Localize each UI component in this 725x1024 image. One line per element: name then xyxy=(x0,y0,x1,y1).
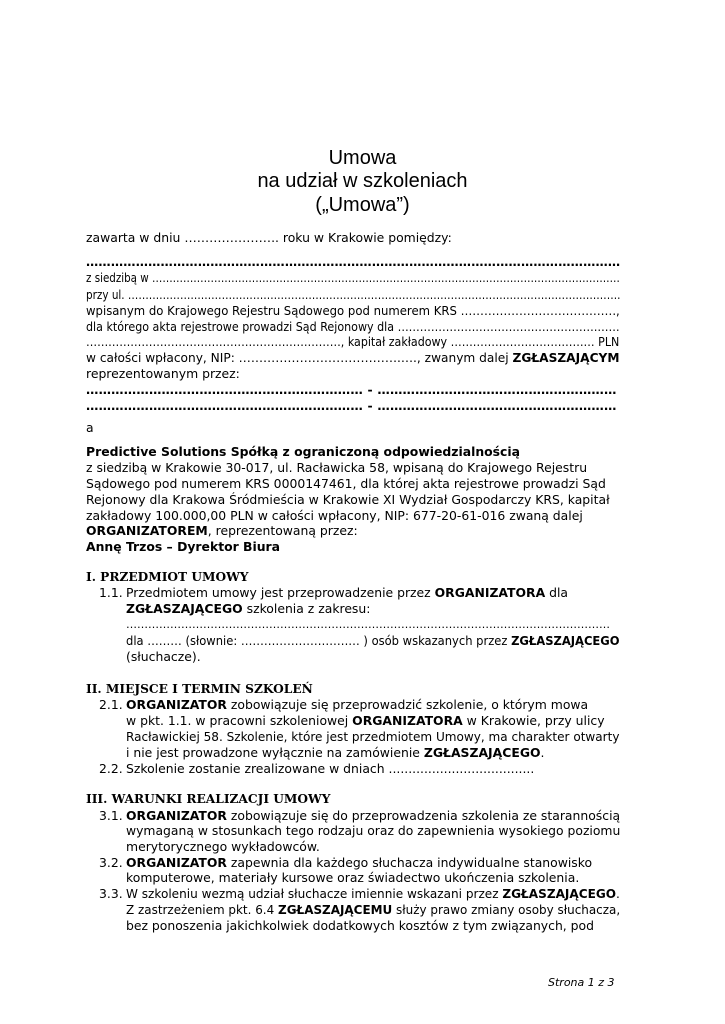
party-nip-text: w całości wpłacony, NIP: ………………………………….…., zwanym dalej xyxy=(86,350,513,365)
title-line-3: („Umowa”) xyxy=(315,194,410,216)
clause-3-2-number: 3.2. xyxy=(99,855,123,870)
clause-3-3-line-1 xyxy=(126,886,620,902)
clause-text: Z zastrzeżeniem pkt. 6.4 xyxy=(126,902,279,917)
organizer-line-3: Rejonowy dla Krakowa Śródmieścia w Krakowie XI Wydział Gospodarczy KRS, kapitał xyxy=(86,492,610,507)
representative-line-2: ………………………………………………………… - ………………………………………………… xyxy=(86,398,617,413)
organizer-ref: ORGANIZATOR xyxy=(126,855,227,870)
clause-2-2-line-1: Szkolenie zostanie zrealizowane w dniach ..................................... xyxy=(126,761,535,776)
representative-line-1: ………………………………………………………… - ………………………………………………… xyxy=(86,382,617,397)
clause-2-1-line-1 xyxy=(126,697,588,713)
party-role-label: ZGŁASZAJĄCYM xyxy=(512,350,620,365)
clause-3-1-number: 3.1. xyxy=(99,808,123,823)
party-street-line: przy ul. ……………………………………………………………………………………………………………………………. xyxy=(86,287,621,302)
applicant-ref: ZGŁASZAJĄCEGO xyxy=(502,886,617,901)
clause-text: i nie jest prowadzone wyłącznie na zamówienie xyxy=(126,745,424,760)
clause-text: zobowiązuje się do przeprowadzenia szkolenia ze starannością xyxy=(226,808,621,823)
clause-text: w pkt. 1.1. w pracowni szkoleniowej xyxy=(126,713,353,728)
organizer-ref: ORGANIZATOR xyxy=(126,697,227,712)
clause-text: zobowiązuje się przeprowadzić szkolenie, o którym mowa xyxy=(226,697,589,712)
organizer-line-5 xyxy=(86,523,358,539)
party-nip-line xyxy=(86,350,619,366)
party-capital-line: ……………………………………………………………, kapitał zakładowy ………………………………… PLN xyxy=(86,334,620,349)
organizer-ref: ORGANIZATOR xyxy=(126,808,227,823)
organizer-line-4: zakładowy 100.000,00 PLN w całości wpłacony, NIP: 677-20-61-016 zwaną dalej xyxy=(86,508,583,523)
clause-3-2-line-2: komputerowe, materiały kursowe oraz świadectwo ukończenia szkolenia. xyxy=(126,870,580,885)
party-name-dots: ………………………………………………………………………………………………………………… xyxy=(86,254,621,269)
clause-3-3-line-3: bez ponoszenia jakichkolwiek dodatkowych kosztów z tym związanych, pod xyxy=(126,918,594,933)
organizer-line-1: z siedzibą w Krakowie 30-017, ul. Racławicka 58, wpisaną do Krajowego Rejestru xyxy=(86,460,588,475)
clause-1-1-line-1 xyxy=(126,585,568,601)
title-line-2: na udział w szkoleniach xyxy=(257,170,468,192)
and-word: a xyxy=(86,420,94,435)
clause-3-3-number: 3.3. xyxy=(99,886,123,901)
clause-3-1-line-2: wymaganą w stosunkach tego rodzaju oraz do zapewnienia wysokiego poziomu xyxy=(126,823,621,838)
clause-text: służy prawo zmiany osoby słuchacza, xyxy=(392,902,621,917)
clause-2-1-line-4 xyxy=(126,745,544,761)
section-2-heading: II. MIEJSCE I TERMIN SZKOLEŃ xyxy=(86,682,313,696)
clause-text: Przedmiotem umowy jest przeprowadzenie przez xyxy=(126,585,435,600)
applicant-ref: ZGŁASZAJĄCEGO xyxy=(511,633,620,648)
section-1-heading: I. PRZEDMIOT UMOWY xyxy=(86,570,249,584)
organizer-name: Predictive Solutions Spółką z ograniczoną odpowiedzialnością xyxy=(86,444,521,459)
applicant-ref: ZGŁASZAJĄCEMU xyxy=(278,902,393,917)
organizer-line-2: Sądowego pod numerem KRS 0000147461, dla której akta rejestrowe prowadzi Sąd xyxy=(86,476,606,491)
organizer-represented-text: , reprezentowaną przez: xyxy=(207,523,358,538)
clause-1-1-line-4 xyxy=(126,633,620,649)
clause-text: . xyxy=(616,886,620,901)
clause-3-1-line-3: merytorycznego wykładowców. xyxy=(126,839,320,854)
clause-2-1-line-2 xyxy=(126,713,605,729)
clause-1-1-dots: …………………………………………………………………………………………………………………… xyxy=(126,618,610,631)
clause-text: dla ……… (słownie: ……………………….… ) osób wskazanych przez xyxy=(126,633,512,648)
clause-3-3-line-2 xyxy=(126,902,620,918)
organizer-ref: ORGANIZATORA xyxy=(434,585,546,600)
clause-text: w Krakowie, przy ulicy xyxy=(462,713,605,728)
section-3-heading: III. WARUNKI REALIZACJI UMOWY xyxy=(86,792,331,806)
party-court-line: dla którego akta rejestrowe prowadzi Sąd Rejonowy dla …………………………………………………… xyxy=(86,319,620,334)
organizer-role-label: ORGANIZATOREM xyxy=(86,523,208,538)
party-seat-line: z siedzibą w ………………………………………………………………………………………………………………………. xyxy=(86,270,620,285)
organizer-ref: ORGANIZATORA xyxy=(352,713,463,728)
clause-text: dla xyxy=(545,585,569,600)
clause-3-2-line-1 xyxy=(126,855,592,871)
clause-1-1-number: 1.1. xyxy=(99,585,123,600)
title-line-1: Umowa xyxy=(328,147,397,169)
clause-text: W szkoleniu wezmą udział słuchacze imiennie wskazani przez xyxy=(126,886,503,901)
page-number: Strona 1 z 3 xyxy=(548,976,615,989)
clause-2-1-number: 2.1. xyxy=(99,697,123,712)
applicant-ref: ZGŁASZAJĄCEGO xyxy=(126,601,243,616)
clause-text: szkolenia z zakresu: xyxy=(242,601,371,616)
clause-1-1-line-2 xyxy=(126,601,370,617)
organizer-representative: Annę Trzos – Dyrektor Biura xyxy=(86,539,281,554)
clause-1-1-line-5: (słuchacze). xyxy=(126,649,201,664)
party-krs-line: wpisanym do Krajowego Rejestru Sądowego pod numerem KRS …………………………………., xyxy=(86,303,620,318)
clause-text: zapewnia dla każdego słuchacza indywidualne stanowisko xyxy=(226,855,593,870)
clause-3-1-line-1 xyxy=(126,808,620,824)
clause-2-2-number: 2.2. xyxy=(99,761,123,776)
clause-2-1-line-3: Racławickiej 58. Szkolenie, które jest przedmiotem Umowy, ma charakter otwarty xyxy=(126,729,620,744)
concluded-line: zawarta w dniu ………………….. roku w Krakowie pomiędzy: xyxy=(86,230,452,245)
party-represented-line: reprezentowanym przez: xyxy=(86,366,240,381)
applicant-ref: ZGŁASZAJĄCEGO xyxy=(423,745,541,760)
clause-text: . xyxy=(540,745,545,760)
